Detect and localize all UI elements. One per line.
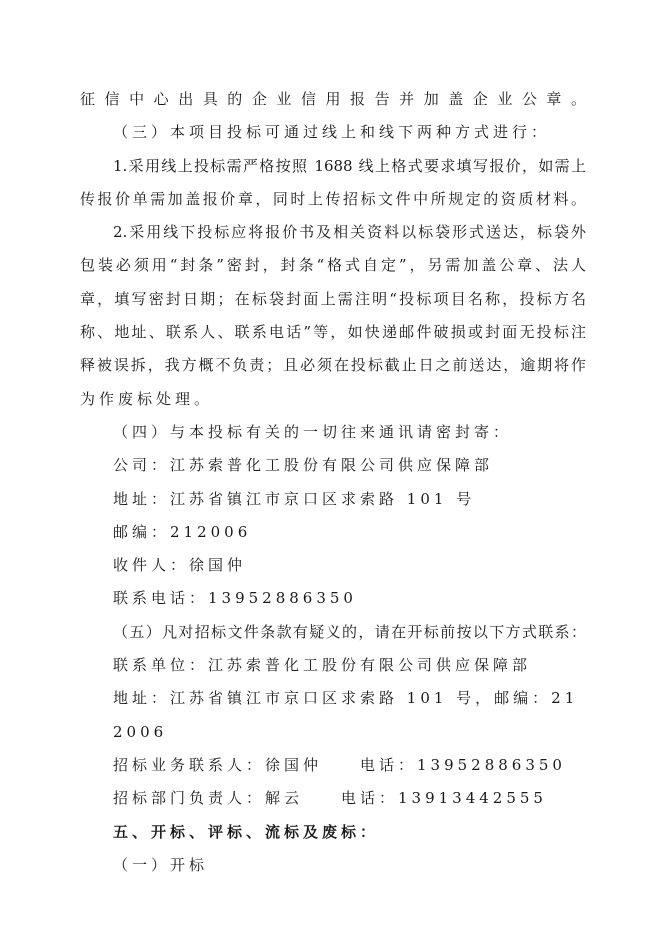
section-heading: （五）凡对招标文件条款有疑义的，请在开标前按以下方式联系： [113,622,586,641]
text-line: 2.采用线下投标应将报价书及相关资料以标袋形式送达，标袋外 [113,223,586,242]
phone-line: 联系电话：13952886350 [113,589,357,608]
document-page [80,83,586,882]
department-head-line: 招标部门负责人：解云 电话：13913442555 [113,789,547,808]
business-contact-line: 招标业务联系人：徐国仲 电话：13952886350 [113,755,566,774]
text-line: 传报价单需加盖报价章，同时上传招标文件中所规定的资质材料。 [80,189,586,208]
text-line: 章，填写密封日期；在标袋封面上需注明“投标项目名称，投标方名 [80,289,586,308]
section-heading: （一）开标 [113,855,209,874]
company-line: 公司：江苏索普化工股份有限公司供应保障部 [113,456,494,475]
address-line: 地址：江苏省镇江市京口区求索路 101 号 [113,489,476,508]
postcode-line: 邮编：212006 [113,522,252,541]
text-line: 1.采用线上投标需严格按照 1688 线上格式要求填写报价，如需上 [113,156,586,175]
section-heading: （四）与本投标有关的一切往来通讯请密封寄： [113,422,513,441]
contact-unit-line: 联系单位：江苏索普化工股份有限公司供应保障部 [113,656,532,675]
text-line: 为作废标处理。 [80,389,214,408]
address-line: 地址：江苏省镇江市京口区求索路 101 号，邮编：212006 [113,689,579,741]
text-line: 征信中心出具的企业信用报告并加盖企业公章。 [80,90,586,108]
text-line: 包装必须用“封条”密封，封条“格式自定”，另需加盖公章、法人 [80,256,586,275]
text-line: 称、地址、联系人、联系电话”等，如快递邮件破损或封面无投标注 [80,323,586,342]
recipient-line: 收件人：徐国仲 [113,556,247,575]
section-heading: （三）本项目投标可通过线上和线下两种方式进行： [113,123,551,142]
chapter-heading: 五、开标、评标、流标及废标： [113,822,380,841]
text-line: 释被误拆，我方概不负责；且必须在投标截止日之前送达，逾期将作 [80,356,586,375]
